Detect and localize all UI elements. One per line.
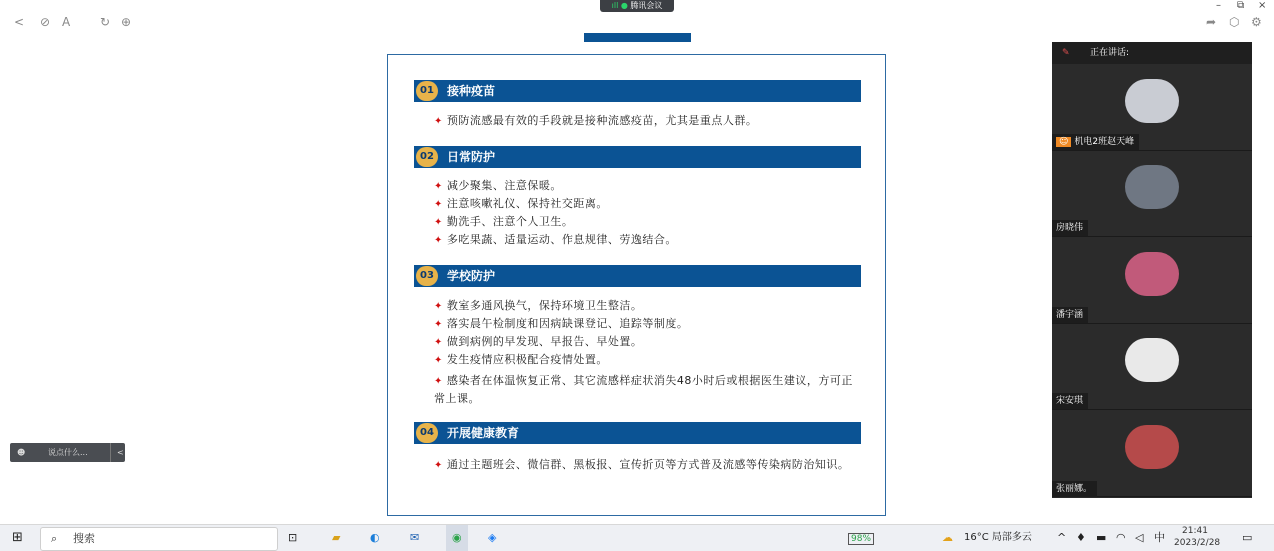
ime-indicator[interactable]: 中 (1154, 531, 1165, 544)
taskbar (0, 524, 1274, 551)
bullet-item: ✦ 注意咳嗽礼仪、保持社交距离。 (434, 197, 608, 210)
avatar (1125, 338, 1179, 382)
edge-icon[interactable]: ◐ (370, 531, 380, 544)
star-icon: ✦ (434, 217, 443, 228)
bullet-item: ✦ 做到病例的早发现、早报告、早处置。 (434, 335, 643, 348)
task-view-icon[interactable]: ⊡ (288, 531, 298, 544)
section-number: 02 (416, 147, 438, 167)
bullet-item: ✦ 感染者在体温恢复正常、其它流感样症状消失48小时后或根据医生建议，方可正常上课。 (434, 374, 853, 405)
chat-placeholder: 说点什么... (48, 448, 88, 457)
star-icon: ✦ (434, 181, 443, 192)
star-icon: ✦ (434, 355, 443, 366)
mic-muted-icon: ✎ (1062, 48, 1070, 58)
participant-name: ☺ 机电2班赵天峰 (1052, 134, 1139, 150)
bullet-item: ✦ 预防流感最有效的手段就是接种流感疫苗，尤其是重点人群。 (434, 114, 758, 127)
search-label: 搜索 (73, 532, 95, 545)
star-icon: ✦ (434, 235, 443, 246)
avatar (1125, 252, 1179, 296)
start-icon[interactable]: ⊞ (12, 530, 23, 545)
section-number: 04 (416, 423, 438, 443)
participant-tile[interactable] (1052, 324, 1252, 410)
close-button[interactable]: × (1258, 0, 1267, 11)
emoji-icon[interactable]: ☻ (17, 448, 26, 457)
settings-icon[interactable]: ⚙ (1251, 15, 1262, 29)
section-02-header (414, 146, 861, 168)
chat-input[interactable] (10, 443, 125, 462)
battery-icon[interactable]: ▬ (1096, 531, 1107, 544)
avatar (1125, 165, 1179, 209)
refresh-icon[interactable]: ↻ (100, 15, 111, 29)
participant-panel (1052, 42, 1252, 498)
wechat-icon[interactable]: ◉ (446, 525, 468, 551)
mail-icon[interactable]: ✉ (410, 531, 420, 544)
bullet-item: ✦ 教室多通风换气，保持环境卫生整洁。 (434, 299, 643, 312)
notification-icon[interactable]: ▭ (1242, 531, 1253, 544)
meeting-app-label: 腾讯会议 (630, 1, 663, 10)
section-04-header (414, 422, 861, 444)
star-icon: ✦ (434, 337, 443, 348)
restore-button[interactable]: ⧉ (1237, 0, 1245, 11)
star-icon: ✦ (434, 301, 443, 312)
section-01-header (414, 80, 861, 102)
globe-icon[interactable]: ⊕ (121, 15, 132, 29)
participant-tile[interactable] (1052, 65, 1252, 151)
speaking-header (1052, 42, 1252, 64)
link-icon[interactable]: ⊘ (40, 15, 51, 29)
meeting-status-pill[interactable] (600, 0, 674, 12)
clock-date[interactable]: 2023/2/28 (1174, 538, 1221, 548)
star-icon: ✦ (434, 319, 443, 330)
bullet-item: ✦ 通过主题班会、微信群、黑板报、宣传折页等方式普及流感等传染病防治知识。 (434, 458, 850, 471)
section-03-header (414, 265, 861, 287)
section-title: 日常防护 (447, 150, 496, 164)
section-number: 03 (416, 266, 438, 286)
star-icon: ✦ (434, 460, 443, 471)
battery-indicator[interactable]: 98% (848, 533, 874, 545)
slide-header-bar (584, 33, 691, 42)
weather-icon: ☁ (942, 531, 953, 544)
star-icon: ✦ (434, 199, 443, 210)
participant-tile[interactable] (1052, 238, 1252, 324)
avatar (1125, 425, 1179, 469)
host-icon: ☺ (1056, 137, 1071, 147)
star-icon: ✦ (434, 376, 443, 387)
section-title: 学校防护 (447, 269, 496, 283)
participant-name: 潘宇涵 (1052, 307, 1088, 323)
avatar (1125, 79, 1179, 123)
participant-name: 宋安琪 (1052, 393, 1088, 409)
bullet-item: ✦ 落实晨午检制度和因病缺课登记、追踪等制度。 (434, 317, 689, 330)
tray-chevron-icon[interactable]: ^ (1057, 531, 1067, 544)
weather-text[interactable]: 16°C 局部多云 (964, 532, 1032, 543)
section-title: 接种疫苗 (447, 84, 496, 98)
bullet-item: ✦ 减少聚集、注意保暖。 (434, 179, 562, 192)
bullet-item: ✦ 发生疫情应积极配合疫情处置。 (434, 353, 608, 366)
participant-name: 房晓伟 (1052, 220, 1088, 236)
share-icon[interactable]: ➦ (1206, 15, 1217, 29)
volume-icon[interactable]: ◁ (1135, 531, 1144, 544)
star-icon: ✦ (434, 116, 443, 127)
back-icon[interactable]: < (14, 15, 25, 29)
speaking-label: 正在讲话: (1090, 48, 1130, 58)
search-icon: ⌕ (51, 532, 58, 545)
bullet-item: ✦ 勤洗手、注意个人卫生。 (434, 215, 574, 228)
section-number: 01 (416, 81, 438, 101)
tencent-meeting-icon[interactable]: ◈ (488, 531, 497, 544)
wifi-icon[interactable]: ◠ (1116, 531, 1126, 544)
participant-tile[interactable] (1052, 411, 1252, 497)
taskbar-search[interactable] (40, 527, 278, 551)
mic-icon[interactable]: ♦ (1076, 531, 1086, 544)
cube-icon[interactable]: ⬡ (1229, 15, 1240, 29)
participant-tile[interactable] (1052, 151, 1252, 237)
bullet-item: ✦ 多吃果蔬、适量运动、作息规律、劳逸结合。 (434, 233, 677, 246)
file-explorer-icon[interactable]: ▰ (332, 531, 341, 544)
participant-name: 张丽娜。 (1052, 481, 1097, 497)
clock-time[interactable]: 21:41 (1182, 526, 1208, 536)
signal-icon: ıll ● (611, 1, 628, 10)
font-icon[interactable]: A (62, 15, 71, 29)
collapse-icon[interactable]: < (110, 443, 124, 462)
minimize-button[interactable]: – (1216, 0, 1221, 11)
section-title: 开展健康教育 (447, 426, 520, 440)
